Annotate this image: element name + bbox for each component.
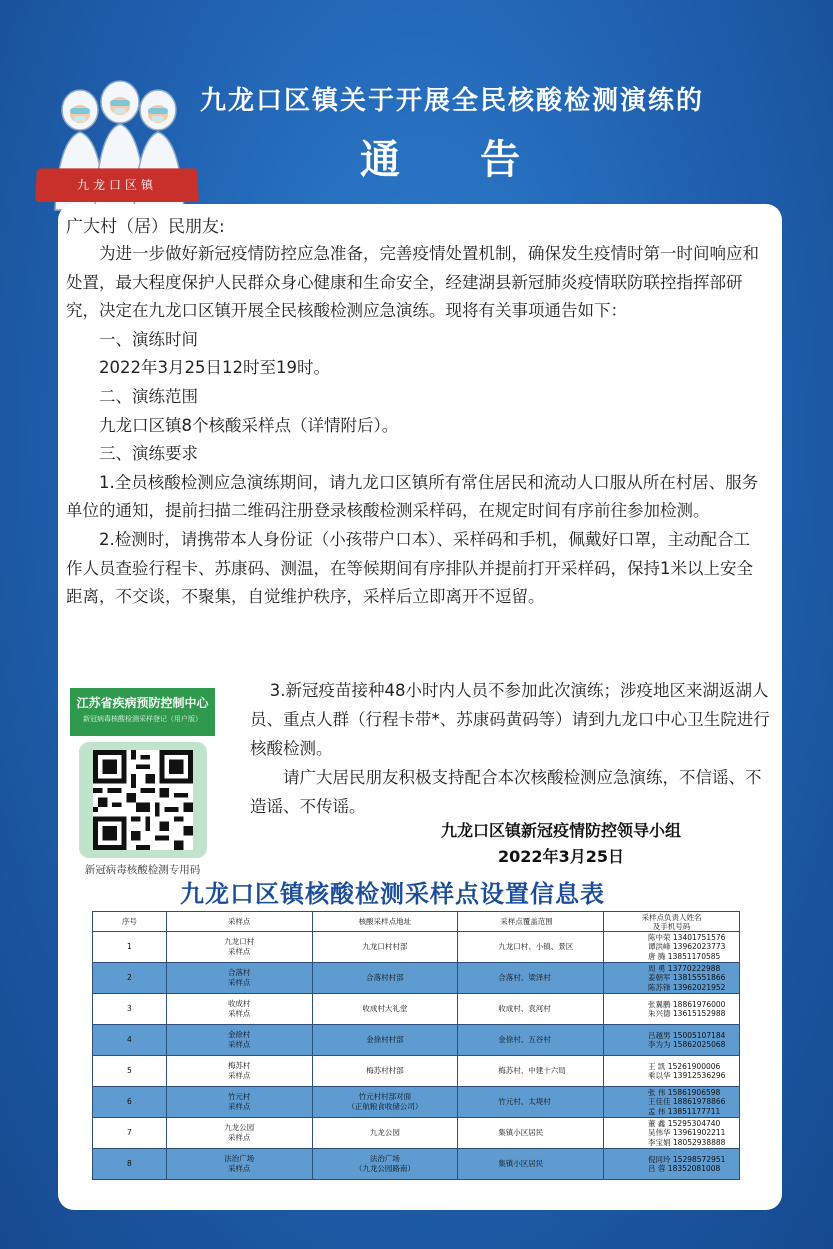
- notice-title: 九龙口区镇关于开展全民核酸检测演练的: [200, 86, 705, 116]
- cell-persons: 陈中荣 13401751576 谭洪峰 13962023773 唐 腾 13851170585: [604, 932, 740, 963]
- cell-site: 法治广场 采样点: [166, 1149, 312, 1180]
- cell-site: 合落村 采样点: [166, 963, 312, 994]
- cell-no: 5: [93, 1056, 167, 1087]
- cell-persons: 倪同玲 15298572951 吕 蓉 18352081008: [604, 1149, 740, 1180]
- table-row: [93, 1025, 740, 1056]
- requirement-3: 3.新冠疫苗接种48小时内人员不参加此次演练；涉疫地区来湖返湖人员、重点人群（行程卡带*、苏康码黄码等）请到九龙口中心卫生院进行核酸检测。: [250, 681, 770, 758]
- cell-coverage: 九龙口村、小镇、景区: [458, 932, 604, 963]
- section2-body: 九龙口区镇8个核酸采样点（详情附后）。: [99, 415, 399, 435]
- cell-no: 3: [93, 994, 167, 1025]
- cell-coverage: 金徐村、五谷村: [458, 1025, 604, 1056]
- cell-site: 九龙公园 采样点: [166, 1118, 312, 1149]
- notice-heading: 通告: [360, 137, 600, 183]
- cell-persons: 王 凯 15261900006 乘以华 13912536296: [604, 1056, 740, 1087]
- table-row: [93, 932, 740, 963]
- cell-site: 竹元村 采样点: [166, 1087, 312, 1118]
- table-row: [93, 1056, 740, 1087]
- table-row: [93, 1087, 740, 1118]
- cell-address: 梅苏村村部: [312, 1056, 458, 1087]
- cell-address: 收成村大礼堂: [312, 994, 458, 1025]
- cell-no: 7: [93, 1118, 167, 1149]
- header-address: 核酸采样点地址: [312, 912, 458, 932]
- qr-code-panel: [70, 688, 215, 878]
- table-title: 九龙口区镇核酸检测采样点设置信息表: [180, 880, 605, 908]
- cell-coverage: 集镇小区居民: [458, 1118, 604, 1149]
- cell-persons: 董 鑫 15295304740 吴伟华 13961902211 李宝娟 18052938888: [604, 1118, 740, 1149]
- cell-no: 8: [93, 1149, 167, 1180]
- qr-banner: [70, 688, 215, 736]
- header-site: 采样点: [166, 912, 312, 932]
- cell-coverage: 合落村、梁泽村: [458, 963, 604, 994]
- table-row: [93, 1149, 740, 1180]
- section1-body: 2022年3月25日12时至19时。: [99, 358, 330, 378]
- cell-coverage: 梅苏村、中建十六局: [458, 1056, 604, 1087]
- cell-address: 法治广场 （九龙公园路南）: [312, 1149, 458, 1180]
- cell-persons: 吕越男 15005107184 李为为 15862025068: [604, 1025, 740, 1056]
- section3-title: 三、演练要求: [99, 444, 198, 464]
- cell-address: 竹元村村部对面 （正航粮食收储公司）: [312, 1087, 458, 1118]
- section2-title: 二、演练范围: [99, 386, 198, 406]
- town-ribbon: 九龙口区镇: [35, 168, 199, 202]
- cell-address: 九龙公园: [312, 1118, 458, 1149]
- cell-no: 1: [93, 932, 167, 963]
- qr-banner-subtitle: 新冠病毒核酸检测采样登记（用户版）: [83, 715, 202, 723]
- cell-site: 九龙口村 采样点: [166, 932, 312, 963]
- cell-site: 梅苏村 采样点: [166, 1056, 312, 1087]
- issue-date: 2022年3月25日: [498, 847, 624, 866]
- table-header-row: [93, 912, 740, 932]
- section1-title: 一、演练时间: [99, 329, 198, 349]
- cell-address: 合落村村部: [312, 963, 458, 994]
- qr-code-icon[interactable]: [87, 750, 199, 850]
- salutation: 广大村（居）民朋友:: [66, 217, 225, 237]
- cell-persons: 周 勇 13770222988 姜朝军 13815551866 陈苏锋 13962021952: [604, 963, 740, 994]
- table-row: [93, 963, 740, 994]
- cell-coverage: 竹元村、太堤村: [458, 1087, 604, 1118]
- notice-body-continued: [250, 676, 770, 821]
- notice-body: [66, 240, 766, 612]
- cell-address: 九龙口村村部: [312, 932, 458, 963]
- requirement-1: 1.全员核酸检测应急演练期间，请九龙口区镇所有常住居民和流动人口服从所在村居、服务单位的通知，提前扫描二维码注册登录核酸检测采样码，在规定时间有序前往参加检测。: [66, 472, 759, 521]
- header-coverage: 采样点覆盖范围: [458, 912, 604, 932]
- cell-persons: 张 伟 15861906598 王佳佳 18861978866 孟 伟 13851177711: [604, 1087, 740, 1118]
- header-persons: 采样点负责人姓名 及手机号码: [604, 912, 740, 932]
- cell-no: 2: [93, 963, 167, 994]
- cell-coverage: 集镇小区居民: [458, 1149, 604, 1180]
- table-row: [93, 1118, 740, 1149]
- qr-caption: 新冠病毒核酸检测专用码: [84, 864, 201, 876]
- sampling-site-table: [92, 911, 740, 1180]
- cell-no: 6: [93, 1087, 167, 1118]
- qr-banner-title: 江苏省疾病预防控制中心: [76, 696, 209, 710]
- header-no: 序号: [93, 912, 167, 932]
- cell-coverage: 收成村、袁河村: [458, 994, 604, 1025]
- requirement-2: 2.检测时，请携带本人身份证（小孩带户口本）、采样码和手机，佩戴好口罩，主动配合工作人员查验行程卡、苏康码、测温，在等候期间有序排队并提前打开采样码，保持1米以上安全距离，不交谈，不聚集，自觉维护秩序，采样后立即离开不逗留。: [66, 529, 753, 607]
- cell-no: 4: [93, 1025, 167, 1056]
- table-row: [93, 994, 740, 1025]
- cell-site: 收成村 采样点: [166, 994, 312, 1025]
- issuer: 九龙口区镇新冠疫情防控领导小组: [440, 821, 681, 840]
- cell-address: 金徐村村部: [312, 1025, 458, 1056]
- cell-site: 金徐村 采样点: [166, 1025, 312, 1056]
- qr-frame: [79, 742, 207, 858]
- intro-paragraph: 为进一步做好新冠疫情防控应急准备，完善疫情处置机制，确保发生疫情时第一时间响应和处置，最大程度保护人民群众身心健康和生命安全，经建湖县新冠肺炎疫情联防联控指挥部研究，决定在九龙口区镇开展全民核酸检测应急演练。现将有关事项通告如下：: [66, 244, 759, 321]
- signature-block: [396, 818, 726, 870]
- call-to-action: 请广大居民朋友积极支持配合本次核酸检测应急演练，不信谣、不造谣、不传谣。: [250, 768, 762, 816]
- cell-persons: 张翼鹏 18861976000 朱兴德 13615152988: [604, 994, 740, 1025]
